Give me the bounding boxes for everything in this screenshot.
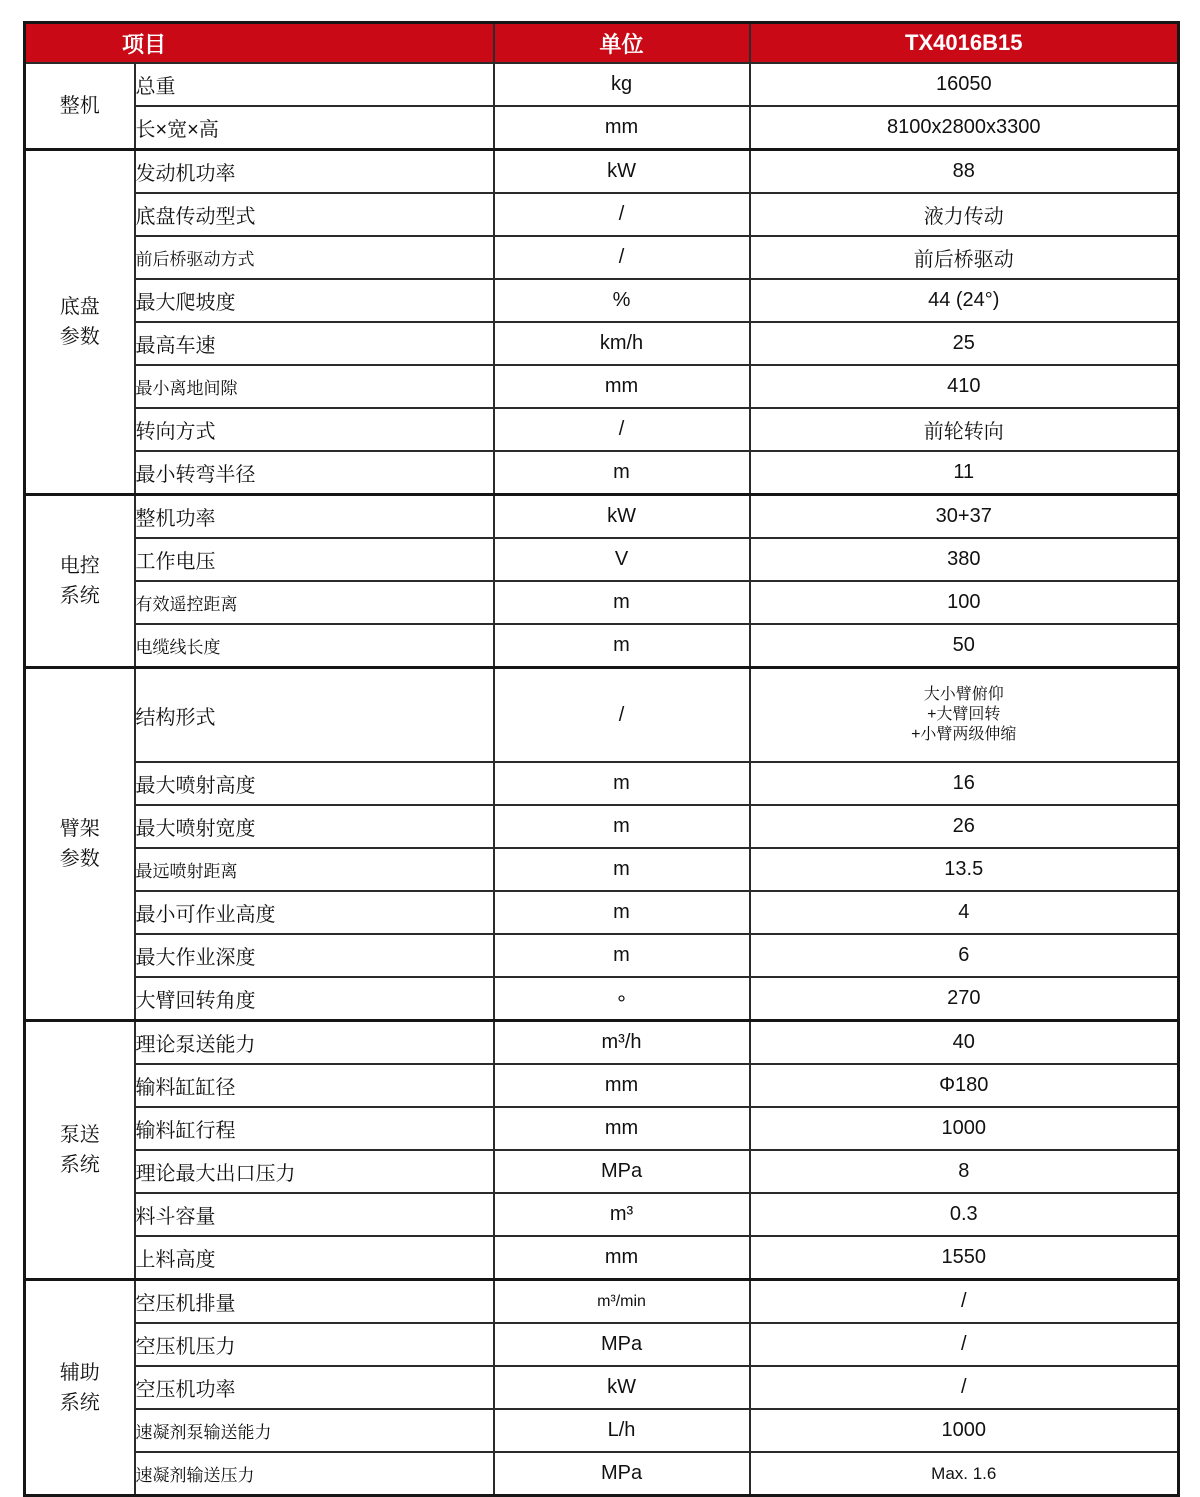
value-cell [750, 1193, 1179, 1236]
item-label: 空压机功率 [135, 1379, 236, 1401]
item-label: 空压机排量 [135, 1293, 236, 1315]
table-row [25, 63, 1179, 106]
value-cell [750, 934, 1179, 977]
item-cell [135, 1107, 494, 1150]
unit-label: MPa [600, 1462, 643, 1484]
item-cell [135, 150, 494, 194]
item-cell [135, 451, 494, 495]
table-row [25, 668, 1179, 763]
value-label: 100 [947, 591, 981, 613]
unit-label: m [613, 591, 630, 613]
value-label: 8 [958, 1160, 970, 1182]
item-cell [135, 1021, 494, 1065]
unit-label: V [614, 548, 629, 570]
value-cell [750, 1021, 1179, 1065]
item-cell [135, 1280, 494, 1324]
unit-cell [494, 236, 750, 279]
unit-label: mm [604, 116, 639, 138]
unit-cell [494, 451, 750, 495]
header-row [25, 23, 1179, 64]
header-project-label: 项目 [122, 31, 167, 57]
value-multiline [751, 685, 1178, 745]
item-cell [135, 279, 494, 322]
table-row [25, 365, 1179, 408]
group-label-line: 系统 [59, 585, 100, 607]
item-cell [135, 322, 494, 365]
item-label: 空压机压力 [135, 1336, 236, 1358]
table-row [25, 1323, 1179, 1366]
unit-label: ° [617, 990, 626, 1016]
item-label: 最大作业深度 [135, 947, 256, 969]
table-row [25, 805, 1179, 848]
value-label: 13.5 [944, 858, 984, 880]
item-cell [135, 193, 494, 236]
unit-cell [494, 1409, 750, 1452]
unit-cell [494, 1150, 750, 1193]
table-row [25, 1193, 1179, 1236]
unit-cell [494, 495, 750, 539]
group-cell [25, 1021, 135, 1280]
item-label: 转向方式 [135, 421, 216, 443]
table-row [25, 891, 1179, 934]
spec-table-body [25, 63, 1179, 1496]
value-cell [750, 891, 1179, 934]
unit-cell [494, 934, 750, 977]
item-label: 最大喷射宽度 [135, 818, 256, 840]
group-label-line: 参数 [59, 326, 100, 348]
value-cell [750, 193, 1179, 236]
item-label: 理论最大出口压力 [135, 1163, 296, 1185]
unit-cell [494, 193, 750, 236]
table-row [25, 1409, 1179, 1452]
value-cell [750, 762, 1179, 805]
item-label: 工作电压 [135, 551, 216, 573]
unit-cell [494, 1323, 750, 1366]
table-row [25, 1236, 1179, 1280]
item-cell [135, 1366, 494, 1409]
unit-label: m³ [609, 1203, 634, 1225]
item-label: 输料缸缸径 [135, 1077, 236, 1099]
header-cell-project [25, 23, 494, 64]
value-cell [750, 805, 1179, 848]
table-row [25, 408, 1179, 451]
value-label: 液力传动 [923, 206, 1004, 228]
unit-cell [494, 624, 750, 668]
table-row [25, 538, 1179, 581]
unit-label: kW [607, 1376, 636, 1398]
value-label: 0.3 [949, 1203, 978, 1225]
item-cell [135, 848, 494, 891]
value-cell [750, 1107, 1179, 1150]
unit-cell [494, 848, 750, 891]
value-cell [750, 236, 1179, 279]
unit-cell [494, 106, 750, 150]
header-unit-label: 单位 [599, 31, 644, 57]
unit-cell [494, 1064, 750, 1107]
group-label-line: 电控 [59, 555, 100, 577]
unit-label: / [618, 703, 625, 726]
item-label: 最高车速 [135, 335, 216, 357]
table-row [25, 193, 1179, 236]
unit-label: / [618, 203, 625, 225]
value-label: 11 [953, 461, 975, 483]
value-label: Max. 1.6 [931, 1463, 997, 1483]
item-cell [135, 891, 494, 934]
value-label: 16 [952, 772, 975, 794]
header-cell-model [750, 23, 1179, 64]
table-row [25, 977, 1179, 1021]
item-cell [135, 1150, 494, 1193]
unit-label: mm [604, 375, 639, 397]
table-row [25, 279, 1179, 322]
item-label: 发动机功率 [135, 163, 236, 185]
unit-cell [494, 1193, 750, 1236]
value-cell [750, 977, 1179, 1021]
unit-label: / [618, 246, 625, 268]
value-label: 前后桥驱动 [913, 249, 1014, 271]
unit-label: mm [604, 1117, 639, 1139]
value-cell [750, 1409, 1179, 1452]
group-cell [25, 495, 135, 668]
unit-cell [494, 63, 750, 106]
unit-label: mm [604, 1246, 639, 1268]
item-cell [135, 63, 494, 106]
item-cell [135, 495, 494, 539]
unit-label: mm [604, 1074, 639, 1096]
item-cell [135, 1452, 494, 1496]
item-label: 总重 [135, 76, 176, 98]
value-label: 50 [952, 634, 975, 656]
unit-label: m³/min [597, 1292, 646, 1310]
unit-cell [494, 279, 750, 322]
unit-cell [494, 365, 750, 408]
item-cell [135, 668, 494, 763]
value-cell [750, 668, 1179, 763]
unit-cell [494, 1366, 750, 1409]
group-cell [25, 150, 135, 495]
item-label: 整机功率 [135, 508, 216, 530]
unit-cell [494, 977, 750, 1021]
value-line: +小臂两级伸缩 [911, 726, 1017, 743]
unit-label: kg [610, 73, 633, 95]
unit-cell [494, 1452, 750, 1496]
item-cell [135, 538, 494, 581]
table-row [25, 1021, 1179, 1065]
value-cell [750, 150, 1179, 194]
item-cell [135, 1193, 494, 1236]
value-label: 1000 [941, 1117, 987, 1139]
unit-cell [494, 762, 750, 805]
group-label-line: 参数 [59, 848, 100, 870]
item-label: 最大喷射高度 [135, 775, 256, 797]
value-label: 26 [952, 815, 975, 837]
item-cell [135, 1323, 494, 1366]
item-cell [135, 236, 494, 279]
unit-label: m [613, 858, 630, 880]
item-cell [135, 805, 494, 848]
table-row [25, 1366, 1179, 1409]
value-line: +大臂回转 [927, 706, 1001, 723]
item-cell [135, 1409, 494, 1452]
spec-table-header [25, 23, 1179, 64]
unit-label: m [613, 461, 630, 483]
table-row [25, 236, 1179, 279]
item-label: 前后桥驱动方式 [135, 250, 255, 269]
value-cell [750, 451, 1179, 495]
table-row [25, 581, 1179, 624]
unit-label: m [613, 634, 630, 656]
group-cell [25, 1280, 135, 1496]
item-cell [135, 762, 494, 805]
table-row [25, 934, 1179, 977]
unit-label: m [613, 772, 630, 794]
group-cell [25, 63, 135, 150]
item-label: 速凝剂泵输送能力 [135, 1423, 272, 1442]
item-cell [135, 365, 494, 408]
value-cell [750, 495, 1179, 539]
item-label: 最小离地间隙 [135, 379, 238, 398]
group-cell [25, 668, 135, 1021]
value-cell [750, 63, 1179, 106]
value-label: 30+37 [935, 505, 992, 527]
header-cell-unit [494, 23, 750, 64]
table-row [25, 451, 1179, 495]
value-label: 1550 [941, 1246, 987, 1268]
item-cell [135, 408, 494, 451]
value-cell [750, 365, 1179, 408]
value-cell [750, 1452, 1179, 1496]
table-row [25, 624, 1179, 668]
header-model-label: TX4016B15 [905, 30, 1023, 55]
group-label-line: 系统 [59, 1391, 100, 1414]
unit-cell [494, 1236, 750, 1280]
unit-label: % [612, 289, 631, 311]
value-label: 88 [952, 160, 975, 182]
group-label-line: 辅助 [59, 1361, 100, 1384]
unit-cell [494, 538, 750, 581]
value-cell [750, 1064, 1179, 1107]
table-row [25, 762, 1179, 805]
value-label: / [960, 1376, 967, 1398]
unit-label: m [613, 815, 630, 837]
item-cell [135, 1236, 494, 1280]
item-cell [135, 106, 494, 150]
item-label: 结构形式 [135, 706, 216, 729]
value-label: 4 [958, 901, 970, 923]
unit-label: kW [607, 505, 636, 527]
item-label: 大臂回转角度 [135, 990, 256, 1012]
item-label: 最远喷射距离 [135, 862, 238, 881]
value-label: 1000 [941, 1419, 987, 1441]
value-label: / [960, 1333, 967, 1355]
value-cell [750, 538, 1179, 581]
item-label: 输料缸行程 [135, 1120, 236, 1142]
unit-label: MPa [600, 1160, 643, 1182]
value-label: Φ180 [939, 1074, 989, 1096]
item-label: 料斗容量 [135, 1206, 216, 1228]
unit-label: MPa [600, 1333, 643, 1355]
unit-cell [494, 668, 750, 763]
unit-label: m [613, 944, 630, 966]
value-label: / [960, 1290, 967, 1312]
unit-cell [494, 891, 750, 934]
unit-label: kW [607, 160, 636, 182]
value-label: 380 [947, 548, 981, 570]
group-label-line: 整机 [59, 95, 100, 117]
item-cell [135, 581, 494, 624]
value-cell [750, 624, 1179, 668]
group-label-line: 底盘 [59, 296, 100, 318]
group-label-line: 系统 [59, 1154, 100, 1176]
unit-cell [494, 408, 750, 451]
unit-cell [494, 805, 750, 848]
value-cell [750, 581, 1179, 624]
unit-cell [494, 1107, 750, 1150]
item-cell [135, 977, 494, 1021]
value-label: 410 [947, 375, 981, 397]
value-line: 大小臂俯仰 [923, 686, 1004, 703]
table-row [25, 848, 1179, 891]
value-cell [750, 408, 1179, 451]
value-cell [750, 279, 1179, 322]
unit-label: L/h [607, 1419, 636, 1441]
unit-cell [494, 322, 750, 365]
unit-cell [494, 581, 750, 624]
table-row [25, 1107, 1179, 1150]
item-cell [135, 1064, 494, 1107]
item-label: 底盘传动型式 [135, 206, 256, 228]
table-row [25, 150, 1179, 194]
value-label: 40 [952, 1031, 975, 1053]
item-cell [135, 624, 494, 668]
table-row [25, 495, 1179, 539]
table-row [25, 322, 1179, 365]
value-label: 8100x2800x3300 [887, 116, 1041, 138]
value-label: 6 [958, 944, 970, 966]
table-row [25, 1452, 1179, 1496]
value-label: 44 (24°) [928, 289, 1000, 311]
unit-label: m³/h [601, 1031, 642, 1053]
item-label: 最小可作业高度 [135, 904, 276, 926]
item-label: 有效遥控距离 [135, 595, 238, 614]
value-cell [750, 1280, 1179, 1324]
value-label: 前轮转向 [923, 421, 1004, 443]
item-label: 理论泵送能力 [135, 1034, 256, 1056]
value-cell [750, 322, 1179, 365]
value-label: 16050 [935, 73, 992, 95]
value-cell [750, 1323, 1179, 1366]
unit-label: km/h [599, 332, 644, 354]
unit-cell [494, 1021, 750, 1065]
item-label: 速凝剂输送压力 [135, 1466, 255, 1485]
value-cell [750, 1366, 1179, 1409]
value-label: 270 [947, 987, 981, 1009]
value-cell [750, 848, 1179, 891]
group-label-line: 臂架 [59, 818, 100, 840]
unit-cell [494, 150, 750, 194]
table-row [25, 1280, 1179, 1324]
group-label-line: 泵送 [59, 1124, 100, 1146]
value-cell [750, 1236, 1179, 1280]
unit-label: / [618, 418, 625, 440]
spec-table [23, 21, 1180, 1497]
item-label: 最小转弯半径 [135, 464, 256, 486]
item-label: 电缆线长度 [135, 638, 221, 657]
table-row [25, 1064, 1179, 1107]
value-cell [750, 106, 1179, 150]
value-cell [750, 1150, 1179, 1193]
table-row [25, 1150, 1179, 1193]
item-label: 长×宽×高 [135, 119, 219, 141]
item-label: 上料高度 [135, 1249, 216, 1271]
item-cell [135, 934, 494, 977]
value-label: 25 [952, 332, 975, 354]
table-row [25, 106, 1179, 150]
unit-label: m [613, 901, 630, 923]
item-label: 最大爬坡度 [135, 292, 236, 314]
unit-cell [494, 1280, 750, 1324]
